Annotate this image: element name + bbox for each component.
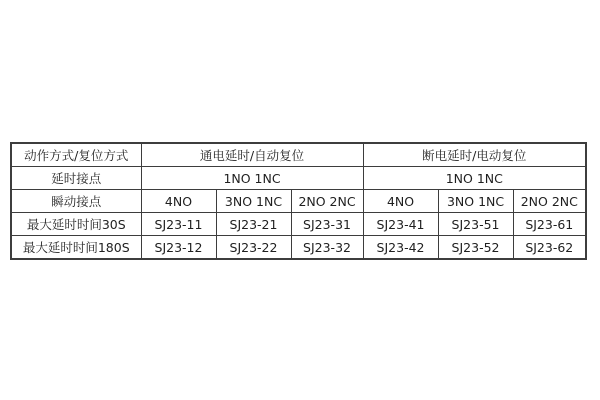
model-cell: SJ23-31 <box>291 213 363 236</box>
model-cell: SJ23-21 <box>216 213 291 236</box>
delay-contact-power-off-value: 1NO 1NC <box>363 167 586 190</box>
instant-contact-cell: 4NO <box>141 190 216 213</box>
model-cell: SJ23-11 <box>141 213 216 236</box>
table-row-delay-contact <box>11 167 586 190</box>
table-row-max-delay-180s <box>11 236 586 260</box>
instant-contact-cell: 3NO 1NC <box>216 190 291 213</box>
instant-contact-cell: 2NO 2NC <box>513 190 586 213</box>
row-header-max-delay-180s: 最大延时时间180S <box>11 236 141 260</box>
model-cell: SJ23-22 <box>216 236 291 260</box>
model-cell: SJ23-61 <box>513 213 586 236</box>
row-header-instant-contact: 瞬动接点 <box>11 190 141 213</box>
model-cell: SJ23-42 <box>363 236 438 260</box>
model-cell: SJ23-62 <box>513 236 586 260</box>
instant-contact-cell: 4NO <box>363 190 438 213</box>
row-header-action-reset-mode: 动作方式/复位方式 <box>11 143 141 167</box>
instant-contact-cell: 3NO 1NC <box>438 190 513 213</box>
group-header-power-off-delay: 断电延时/电动复位 <box>363 143 586 167</box>
model-cell: SJ23-32 <box>291 236 363 260</box>
table-row-action-mode <box>11 143 586 167</box>
table-row-max-delay-30s <box>11 213 586 236</box>
instant-contact-cell: 2NO 2NC <box>291 190 363 213</box>
row-header-delay-contact: 延时接点 <box>11 167 141 190</box>
model-cell: SJ23-51 <box>438 213 513 236</box>
row-header-max-delay-30s: 最大延时时间30S <box>11 213 141 236</box>
model-cell: SJ23-52 <box>438 236 513 260</box>
model-cell: SJ23-12 <box>141 236 216 260</box>
table-row-instant-contact <box>11 190 586 213</box>
model-cell: SJ23-41 <box>363 213 438 236</box>
group-header-power-on-delay: 通电延时/自动复位 <box>141 143 363 167</box>
delay-contact-power-on-value: 1NO 1NC <box>141 167 363 190</box>
relay-model-spec-table <box>10 142 587 260</box>
